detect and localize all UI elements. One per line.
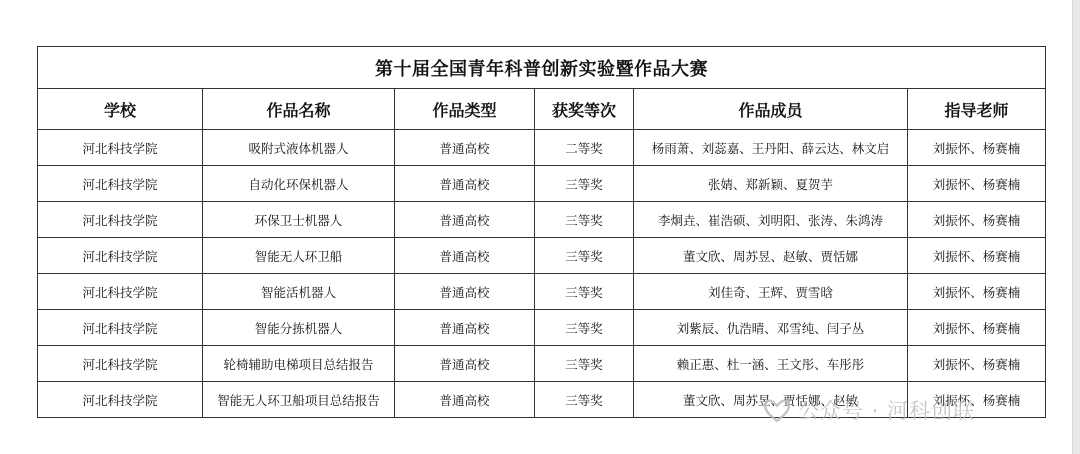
header-members: 作品成员 bbox=[634, 89, 908, 130]
cell-school: 河北科技学院 bbox=[38, 238, 203, 274]
table-row bbox=[38, 310, 1046, 346]
cell-work-type: 普通高校 bbox=[395, 274, 535, 310]
cell-advisors: 刘振怀、杨赛楠 bbox=[908, 346, 1046, 382]
cell-work-type: 普通高校 bbox=[395, 382, 535, 418]
cell-award-level: 三等奖 bbox=[535, 274, 634, 310]
table-row bbox=[38, 346, 1046, 382]
cell-members: 杨雨萧、刘蕊嘉、王丹阳、薛云达、林文启 bbox=[634, 130, 908, 166]
table-row bbox=[38, 130, 1046, 166]
cell-work-name: 轮椅辅助电梯项目总结报告 bbox=[203, 346, 395, 382]
awards-table bbox=[37, 46, 1046, 418]
header-work-name: 作品名称 bbox=[203, 89, 395, 130]
cell-school: 河北科技学院 bbox=[38, 382, 203, 418]
table-title: 第十届全国青年科普创新实验暨作品大赛 bbox=[38, 47, 1046, 89]
cell-work-name: 智能无人环卫船项目总结报告 bbox=[203, 382, 395, 418]
cell-school: 河北科技学院 bbox=[38, 202, 203, 238]
cell-award-level: 三等奖 bbox=[535, 202, 634, 238]
cell-school: 河北科技学院 bbox=[38, 130, 203, 166]
cell-work-type: 普通高校 bbox=[395, 346, 535, 382]
cell-members: 张婧、郑新颖、夏贺芋 bbox=[634, 166, 908, 202]
cell-work-name: 环保卫士机器人 bbox=[203, 202, 395, 238]
cell-members: 刘佳奇、王辉、贾雪晗 bbox=[634, 274, 908, 310]
cell-work-name: 智能活机器人 bbox=[203, 274, 395, 310]
cell-advisors: 刘振怀、杨赛楠 bbox=[908, 166, 1046, 202]
cell-award-level: 三等奖 bbox=[535, 346, 634, 382]
cell-work-name: 自动化环保机器人 bbox=[203, 166, 395, 202]
table-row bbox=[38, 166, 1046, 202]
viewer-scrollbar-track[interactable] bbox=[1073, 0, 1080, 454]
cell-work-type: 普通高校 bbox=[395, 130, 535, 166]
cell-members: 赖正惠、杜一涵、王文彤、车彤彤 bbox=[634, 346, 908, 382]
cell-work-type: 普通高校 bbox=[395, 202, 535, 238]
cell-work-type: 普通高校 bbox=[395, 238, 535, 274]
table-row bbox=[38, 202, 1046, 238]
cell-advisors: 刘振怀、杨赛楠 bbox=[908, 274, 1046, 310]
cell-school: 河北科技学院 bbox=[38, 346, 203, 382]
table-row bbox=[38, 382, 1046, 418]
cell-school: 河北科技学院 bbox=[38, 166, 203, 202]
cell-advisors: 刘振怀、杨赛楠 bbox=[908, 310, 1046, 346]
watermark-text: 公众号 · 河科创联 bbox=[798, 399, 976, 423]
table-row bbox=[38, 238, 1046, 274]
cell-work-name: 智能分拣机器人 bbox=[203, 310, 395, 346]
table-row bbox=[38, 274, 1046, 310]
cell-award-level: 三等奖 bbox=[535, 238, 634, 274]
cell-advisors: 刘振怀、杨赛楠 bbox=[908, 238, 1046, 274]
cell-school: 河北科技学院 bbox=[38, 310, 203, 346]
header-school: 学校 bbox=[38, 89, 203, 130]
cell-work-type: 普通高校 bbox=[395, 310, 535, 346]
cell-members: 董文欣、周苏昱、贾恬娜、赵敏 bbox=[634, 382, 908, 418]
cell-members: 董文欣、周苏昱、赵敏、贾恬娜 bbox=[634, 238, 908, 274]
cell-members: 李炯垚、崔浩硕、刘明阳、张涛、朱鸿涛 bbox=[634, 202, 908, 238]
cell-advisors: 刘振怀、杨赛楠 bbox=[908, 382, 1046, 418]
cell-work-name: 智能无人环卫船 bbox=[203, 238, 395, 274]
header-award-level: 获奖等次 bbox=[535, 89, 634, 130]
cell-advisors: 刘振怀、杨赛楠 bbox=[908, 202, 1046, 238]
cell-award-level: 三等奖 bbox=[535, 310, 634, 346]
cell-school: 河北科技学院 bbox=[38, 274, 203, 310]
header-row bbox=[38, 89, 1046, 130]
cell-award-level: 三等奖 bbox=[535, 166, 634, 202]
header-advisors: 指导老师 bbox=[908, 89, 1046, 130]
cell-award-level: 三等奖 bbox=[535, 382, 634, 418]
header-work-type: 作品类型 bbox=[395, 89, 535, 130]
cell-advisors: 刘振怀、杨赛楠 bbox=[908, 130, 1046, 166]
cell-work-name: 吸附式液体机器人 bbox=[203, 130, 395, 166]
cell-award-level: 二等奖 bbox=[535, 130, 634, 166]
cell-work-type: 普通高校 bbox=[395, 166, 535, 202]
cell-members: 刘紫辰、仇浩晴、邓雪纯、闫子丛 bbox=[634, 310, 908, 346]
